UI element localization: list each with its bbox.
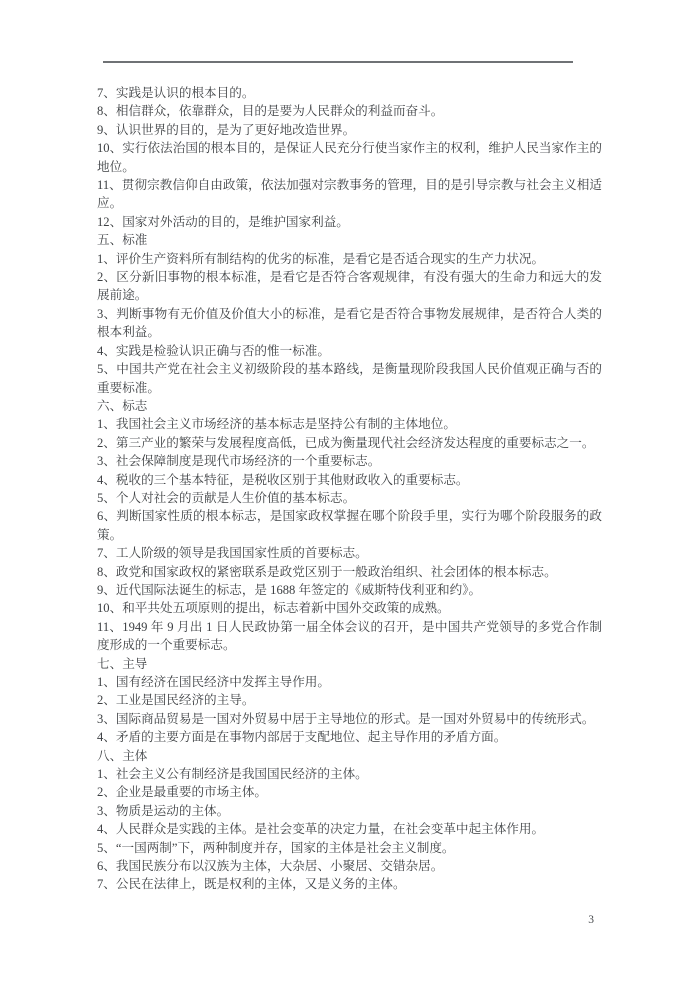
list-item: 9、认识世界的目的，是为了更好地改造世界。 xyxy=(97,122,356,137)
list-item: 6、我国民族分布以汉族为主体，大杂居、小聚居、交错杂居。 xyxy=(97,859,444,874)
list-item: 3、社会保障制度是现代市场经济的一个重要标志。 xyxy=(97,454,381,469)
list-item: 2、第三产业的繁荣与发展程度高低，已成为衡量现代社会经济发达程度的重要标志之一。 xyxy=(97,435,595,450)
list-item: 7、工人阶级的领导是我国国家性质的首要标志。 xyxy=(97,546,368,561)
list-item: 11、1949 年 9 月出 1 日人民政协第一届全体会议的召开，是中国共产党领导的多党合作制度形成的一个重要标志。 xyxy=(97,619,602,653)
list-item: 1、我国社会主义市场经济的基本标志是坚持公有制的主体地位。 xyxy=(97,417,456,432)
list-item: 3、国际商品贸易是一国对外贸易中居于主导地位的形式。是一国对外贸易中的传统形式。 xyxy=(97,711,595,726)
list-item: 7、实践是认识的根本目的。 xyxy=(97,86,255,100)
list-item: 7、公民在法律上，既是权利的主体，又是义务的主体。 xyxy=(97,877,406,892)
section-heading: 七、主导 xyxy=(97,656,148,671)
section-heading: 六、标志 xyxy=(97,398,148,413)
list-item: 4、税收的三个基本特征，是税收区别于其他财政收入的重要标志。 xyxy=(97,472,469,487)
list-item: 1、国有经济在国民经济中发挥主导作用。 xyxy=(97,675,330,689)
list-item: 4、实践是检验认识正确与否的惟一标准。 xyxy=(97,343,330,358)
list-item: 8、政党和国家政权的紧密联系是政党区别于一般政治组织、社会团体的根本标志。 xyxy=(97,564,557,579)
list-item: 1、评价生产资料所有制结构的优劣的标准，是看它是否适合现实的生产力状况。 xyxy=(97,251,545,266)
list-item: 10、和平共处五项原则的提出，标志着新中国外交政策的成熟。 xyxy=(97,601,450,616)
section-heading: 八、主体 xyxy=(97,748,148,763)
header-rule xyxy=(103,61,573,63)
list-item: 11、贯彻宗教信仰自由政策，依法加强对宗教事务的管理，目的是引导宗教与社会主义相适应。 xyxy=(97,178,602,211)
document-body xyxy=(97,84,602,894)
section-heading: 五、标准 xyxy=(97,233,148,248)
list-item: 2、工业是国民经济的主导。 xyxy=(97,693,255,708)
page-number: 3 xyxy=(588,914,594,926)
list-item: 4、矛盾的主要方面是在事物内部居于支配地位、起主导作用的矛盾方面。 xyxy=(97,730,507,745)
list-item: 2、区分新旧事物的根本标准，是看它是否符合客观规律，有没有强大的生命力和远大的发展前途。 xyxy=(97,270,602,303)
list-item: 5、个人对社会的贡献是人生价值的基本标志。 xyxy=(97,490,356,505)
list-item: 12、国家对外活动的目的，是维护国家利益。 xyxy=(97,214,349,229)
list-item: 3、物质是运动的主体。 xyxy=(97,803,230,818)
list-item: 8、相信群众，依靠群众，目的是要为人民群众的利益而奋斗。 xyxy=(97,104,444,119)
list-item: 1、社会主义公有制经济是我国国民经济的主体。 xyxy=(97,767,368,782)
list-item: 5、中国共产党在社会主义初级阶段的基本路线，是衡量现阶段我国人民价值观正确与否的重要标准。 xyxy=(97,362,602,395)
list-item: 10、实行依法治国的根本目的，是保证人民充分行使当家作主的权利，维护人民当家作主的地位。 xyxy=(97,141,602,174)
list-item: 9、近代国际法诞生的标志，是 1688 年签定的《威斯特伐利亚和约》。 xyxy=(97,582,482,597)
list-item: 5、“一国两制”下，两种制度并存，国家的主体是社会主义制度。 xyxy=(97,840,455,855)
list-item: 6、判断国家性质的根本标志，是国家政权掌握在哪个阶段手里，实行为哪个阶段服务的政策。 xyxy=(97,509,602,542)
list-item: 4、人民群众是实践的主体。是社会变革的决定力量，在社会变革中起主体作用。 xyxy=(97,822,545,837)
list-item: 2、企业是最重要的市场主体。 xyxy=(97,785,268,800)
list-item: 3、判断事物有无价值及价值大小的标准，是看它是否符合事物发展规律，是否符合人类的根本利益。 xyxy=(97,306,602,340)
